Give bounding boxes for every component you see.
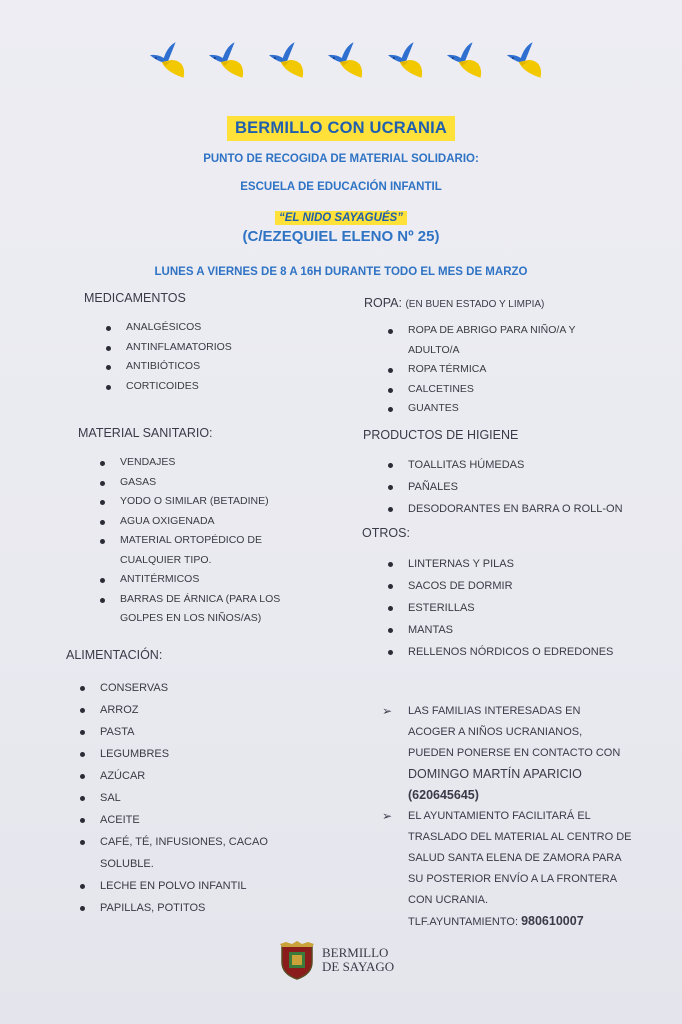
otros-item-label: ESTERILLAS [408,602,475,614]
ropa-list [408,321,575,419]
bullet-icon [100,500,105,505]
school-name: “EL NIDO SAYAGUÉS” [275,211,407,225]
note-ayuntamiento [382,806,632,933]
ropa-item [408,360,575,380]
material-sanitario-item-label: VENDAJES [120,456,176,468]
school-line: ESCUELA DE EDUCACIÓN INFANTIL [240,181,442,193]
bullet-icon [100,539,105,544]
material-sanitario-item [120,473,280,493]
material-sanitario-heading: MATERIAL SANITARIO: [78,426,213,440]
dove-icon [146,38,189,84]
alimentacion-item-label: ACEITE [100,814,140,826]
ropa-item-label: ROPA DE ABRIGO PARA NIÑO/A Y [408,324,576,336]
otros-item-label: LINTERNAS Y PILAS [408,558,514,570]
alimentacion-item-label: CAFÉ, TÉ, INFUSIONES, CACAO [100,836,268,848]
note-families-line: PUEDEN PONERSE EN CONTACTO CON [408,747,621,759]
otros-item [408,619,613,641]
bullet-icon [388,368,393,373]
material-sanitario-item-label: CUALQUIER TIPO. [120,553,212,566]
bullet-icon [80,906,85,911]
alimentacion-item [100,809,268,831]
bullet-icon [106,346,111,351]
ropa-heading-label: ROPA: [364,296,402,310]
alimentacion-item-label: CONSERVAS [100,682,169,694]
higiene-item [408,476,623,498]
alimentacion-list [100,677,268,919]
bullet-icon [106,326,111,331]
alimentacion-item [100,743,268,765]
alimentacion-item [100,897,268,919]
dove-icon [443,38,486,84]
ropa-item-label: CALCETINES [408,382,474,395]
otros-item-label: SACOS DE DORMIR [408,580,513,592]
otros-heading: OTROS: [362,526,410,540]
note-ayuntamiento-line: TRASLADO DEL MATERIAL AL CENTRO DE [408,831,632,843]
higiene-item-label: PAÑALES [408,481,458,493]
bullet-icon [80,796,85,801]
alimentacion-item-label: AZÚCAR [100,770,146,782]
bullet-icon [80,730,85,735]
bullet-icon [388,407,393,412]
bullet-icon [388,507,393,512]
bullet-icon [388,329,393,334]
bullet-icon [80,774,85,779]
ropa-item-label: GUANTES [408,402,459,414]
medicamentos-item-label: CORTICOIDES [126,379,199,392]
otros-item-label: RELLENOS NÓRDICOS O EDREDONES [408,646,614,658]
otros-item [408,553,613,575]
ropa-item-label: ROPA TÉRMICA [408,363,487,375]
alimentacion-item-label: LECHE EN POLVO INFANTIL [100,880,247,892]
higiene-item-label: DESODORANTES EN BARRA O ROLL-ON [408,503,623,515]
bullet-icon [106,385,111,390]
higiene-item [408,454,623,476]
bullet-icon [388,388,393,393]
alimentacion-item [100,765,268,787]
town-hall-phone-label: TLF.AYUNTAMIENTO: [408,916,519,928]
note-ayuntamiento-line: EL AYUNTAMIENTO FACILITARÁ EL [408,810,591,822]
material-sanitario-list [120,453,280,629]
ropa-item [408,380,575,400]
note-families-line: ACOGER A NIÑOS UCRANIANOS, [408,726,583,738]
higiene-heading: PRODUCTOS DE HIGIENE [363,428,519,442]
bullet-icon [388,650,393,655]
alimentacion-item-label: PASTA [100,726,135,738]
note-ayuntamiento-line: SALUD SANTA ELENA DE ZAMORA PARA [408,852,622,864]
logo-line1: BERMILLO [322,945,389,960]
alimentacion-item [100,787,268,809]
bullet-icon [100,578,105,583]
bullet-icon [100,481,105,486]
town-hall-phone-number: 980610007 [521,914,584,928]
ropa-item [408,399,575,419]
logo-line2: DE SAYAGO [322,959,395,974]
note-families-line: LAS FAMILIAS INTERESADAS EN [408,705,581,717]
material-sanitario-item [120,609,280,629]
bullet-icon [80,686,85,691]
material-sanitario-item [120,570,280,590]
otros-item [408,575,613,597]
medicamentos-item [126,318,232,338]
coat-of-arms-icon [278,940,316,980]
higiene-item-label: TOALLITAS HÚMEDAS [408,459,525,471]
alimentacion-item-label: SAL [100,792,121,804]
bullet-icon [100,461,105,466]
otros-list [408,553,613,663]
alimentacion-item-label: SOLUBLE. [100,858,154,870]
ropa-item-label: ADULTO/A [408,343,460,356]
material-sanitario-item-label: ANTITÉRMICOS [120,573,200,585]
ropa-heading-note: (EN BUEN ESTADO Y LIMPIA) [405,299,545,310]
bullet-icon [388,562,393,567]
note-ayuntamiento-line: CON UCRANIA. [408,894,489,906]
medicamentos-item-label: ANTIBIÓTICOS [126,360,201,372]
bullet-icon [80,708,85,713]
dove-icon [205,38,248,84]
bullet-icon [80,818,85,823]
dove-icon [265,38,308,84]
contact-name: DOMINGO MARTÍN APARICIO [408,767,582,781]
bullet-icon [80,840,85,845]
ropa-heading [364,296,544,310]
material-sanitario-item-label: GOLPES EN LOS NIÑOS/AS) [120,612,262,624]
dove-icon [384,38,427,84]
alimentacion-item [100,831,268,853]
municipality-logo [278,940,394,980]
alimentacion-item-label: PAPILLAS, POTITOS [100,902,206,914]
bullet-icon [388,606,393,611]
medicamentos-item [126,377,232,397]
medicamentos-list [126,318,232,396]
material-sanitario-item-label: BARRAS DE ÁRNICA (PARA LOS [120,592,281,605]
ropa-item [408,321,575,341]
material-sanitario-item [120,590,280,610]
material-sanitario-item [120,453,280,473]
alimentacion-item-label: ARROZ [100,704,139,716]
bullet-icon [80,752,85,757]
dove-icon [503,38,546,84]
opening-hours: LUNES A VIERNES DE 8 A 16H DURANTE TODO EL MES DE MARZO [154,266,528,278]
bullet-icon [80,884,85,889]
otros-item-label: MANTAS [408,624,454,636]
bullet-icon [388,485,393,490]
alimentacion-item [100,699,268,721]
page-title: BERMILLO CON UCRANIA [227,116,455,141]
bullet-icon [388,463,393,468]
material-sanitario-item-label: GASAS [120,475,157,488]
bullet-icon [388,628,393,633]
address: (C/EZEQUIEL ELENO Nº 25) [242,228,440,245]
material-sanitario-item-label: YODO O SIMILAR (BETADINE) [120,495,269,507]
higiene-list [408,454,623,520]
alimentacion-item [100,875,268,897]
otros-item [408,597,613,619]
material-sanitario-item-label: AGUA OXIGENADA [120,514,215,527]
material-sanitario-item [120,492,280,512]
higiene-item [408,498,623,520]
otros-item [408,641,613,663]
alimentacion-item-label: LEGUMBRES [100,748,170,760]
alimentacion-heading: ALIMENTACIÓN: [66,648,163,662]
bullet-icon [388,584,393,589]
arrow-bullet-icon: ➢ [382,809,393,823]
ropa-item [408,341,575,361]
alimentacion-item [100,721,268,743]
material-sanitario-item [120,531,280,551]
note-ayuntamiento-line: SU POSTERIOR ENVÍO A LA FRONTERA [408,873,618,885]
alimentacion-item [100,853,268,875]
note-families [382,701,621,806]
dove-icon [324,38,367,84]
town-hall-phone [408,911,632,933]
contact-phone: (620645645) [408,788,479,802]
bullet-icon [100,520,105,525]
medicamentos-item [126,338,232,358]
medicamentos-heading: MEDICAMENTOS [84,291,186,305]
material-sanitario-item-label: MATERIAL ORTOPÉDICO DE [120,534,262,546]
collection-point-line: PUNTO DE RECOGIDA DE MATERIAL SOLIDARIO: [203,153,479,165]
medicamentos-item-label: ANALGÉSICOS [126,321,202,333]
alimentacion-item [100,677,268,699]
dove-icons-row [146,38,546,88]
bullet-icon [100,598,105,603]
medicamentos-item-label: ANTINFLAMATORIOS [126,340,232,353]
bullet-icon [106,365,111,370]
material-sanitario-item [120,512,280,532]
material-sanitario-item [120,551,280,571]
arrow-bullet-icon: ➢ [382,704,393,718]
medicamentos-item [126,357,232,377]
